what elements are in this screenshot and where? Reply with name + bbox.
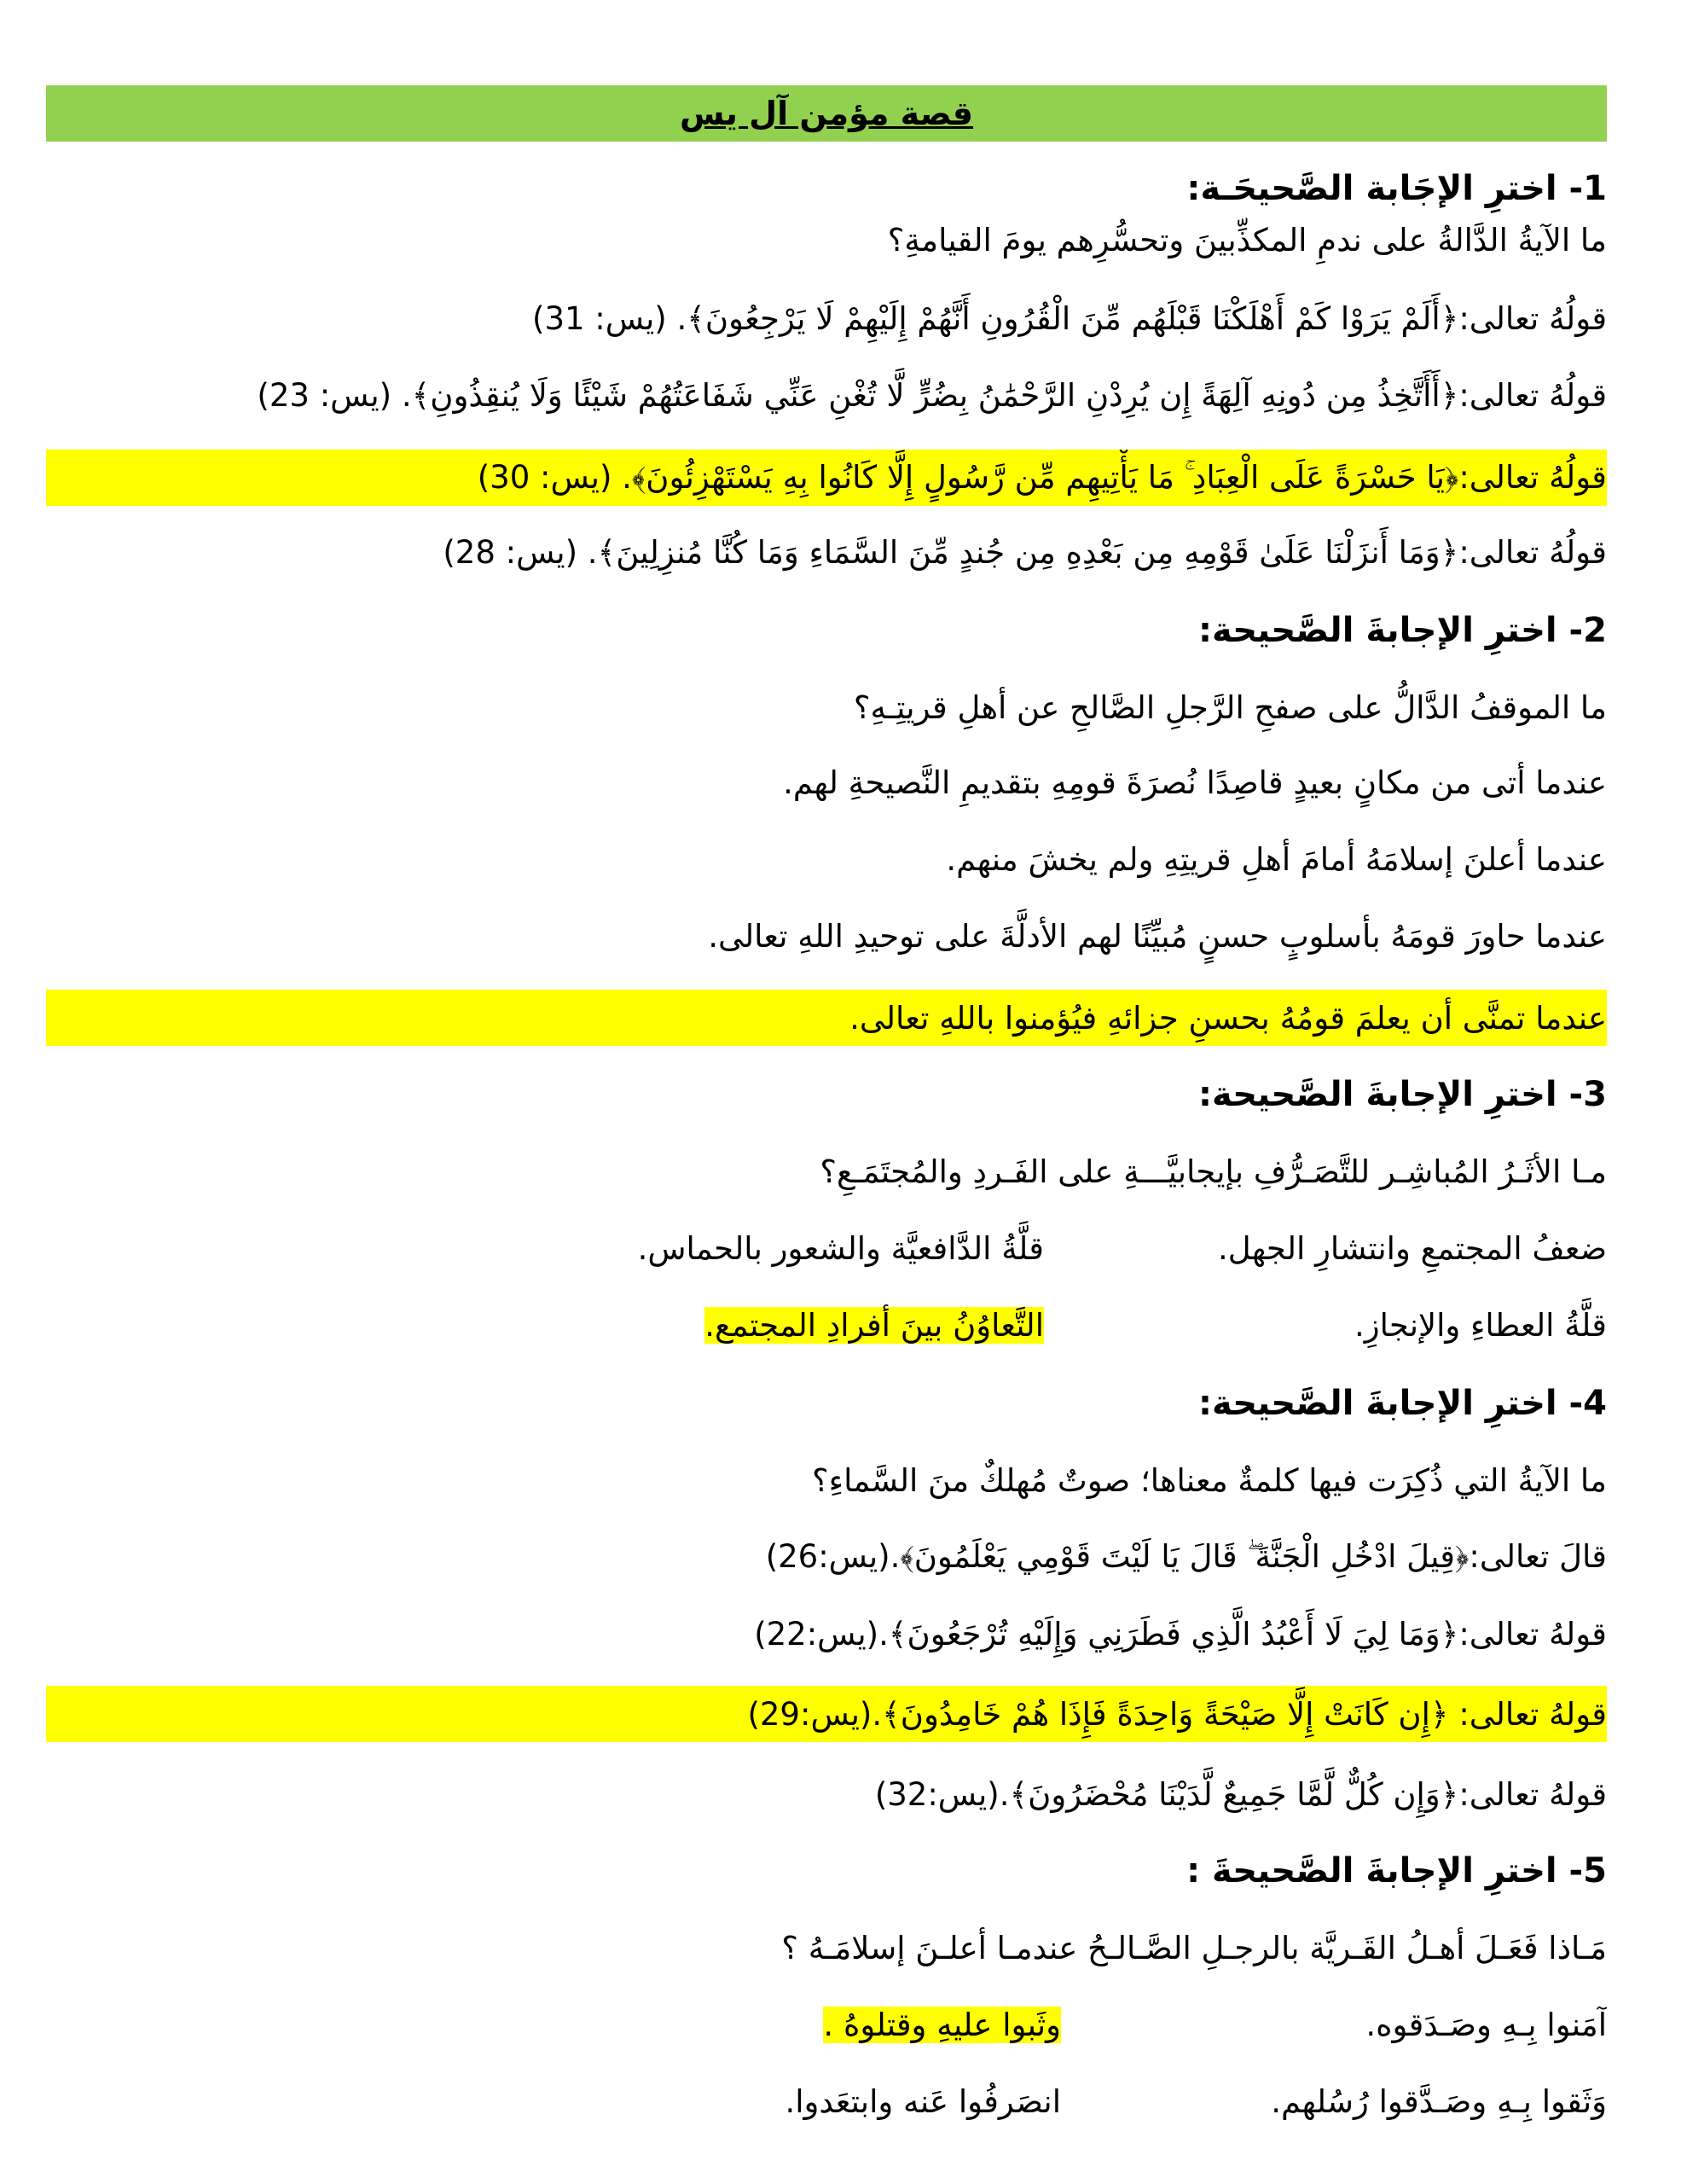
q3-options-row-1 — [46, 1220, 1607, 1276]
q2-option-2[interactable]: عندما أعلنَ إسلامَهُ أمامَ أهلِ قريتِهِ ولم يخشَ منهم. — [946, 840, 1607, 878]
q3-question: مـا الأثَـرُ المُباشِـر للتَّصَـرُّفِ بإيجابيَّـــةِ على الفَـردِ والمُجتَمَـعِ؟ — [820, 1153, 1607, 1190]
q5-heading: 5- اخترِ الإجابةَ الصَّحيحةَ : — [1186, 1851, 1607, 1891]
q3-option-3[interactable]: قلَّةُ العطاءِ والإنجازِ. — [1354, 1306, 1607, 1344]
q4-question: ما الآيةُ التي ذُكِرَت فيها كلمةٌ معناها؛ صوتٌ مُهلكٌ منَ السَّماءِ؟ — [812, 1461, 1607, 1499]
q3-options-row-2 — [46, 1297, 1607, 1353]
q2-option-4-correct[interactable]: عندما تمنَّى أن يعلمَ قومُهُ بحسنِ جزائهِ فيُؤمنوا باللهِ تعالى. — [46, 990, 1607, 1046]
q2-option-1[interactable]: عندما أتى من مكانٍ بعيدٍ قاصِدًا نُصرَةَ قومِهِ بتقديمِ النَّصيحةِ لهم. — [783, 764, 1607, 801]
page-title: قصة مؤمن آل يس — [679, 95, 974, 132]
q1-question: ما الآيةُ الدَّالةُ على ندمِ المكذِّبينَ وتحسُّرِهم يومَ القيامةِ؟ — [887, 221, 1607, 258]
q5-option-3[interactable]: وَثَقوا بِـهِ وصَـدَّقوا رُسُلهم. — [1271, 2082, 1607, 2120]
title-bar — [46, 85, 1607, 142]
q4-option-3-correct[interactable]: قولهُ تعالى: ﴿إِن كَانَتْ إِلَّا صَيْحَةً وَاحِدَةً فَإِذَا هُمْ خَامِدُونَ﴾.(يس:29) — [46, 1686, 1607, 1742]
q2-option-3[interactable]: عندما حاورَ قومَهُ بأسلوبٍ حسنٍ مُبيِّنًا لهم الأدلَّةَ على توحيدِ اللهِ تعالى. — [708, 917, 1607, 955]
q1-option-2[interactable]: قولُهُ تعالى:﴿أَأَتَّخِذُ مِن دُونِهِ آلِهَةً إِن يُرِدْنِ الرَّحْمَٰنُ بِضُرٍّ لَّا تُغْنِ عَنِّي شَفَاعَتُهُمْ شَيْئًا وَلَا يُنقِذُونِ﴾. (يس: 23) — [257, 376, 1607, 414]
q3-option-4-correct[interactable]: التَّعاوُنُ بينَ أفرادِ المجتمع. — [704, 1306, 1044, 1344]
q5-option-2-correct[interactable]: وثَبوا عليهِ وقتلوهُ . — [823, 2006, 1061, 2043]
q3-heading: 3- اخترِ الإجابةَ الصَّحيحة: — [1198, 1075, 1607, 1114]
q5-option-1[interactable]: آمَنوا بِـهِ وصَـدَقوه. — [1365, 2006, 1607, 2043]
q1-option-1[interactable]: قولُهُ تعالى:﴿أَلَمْ يَرَوْا كَمْ أَهْلَكْنَا قَبْلَهُم مِّنَ الْقُرُونِ أَنَّهُمْ إِلَيْهِمْ لَا يَرْجِعُونَ﴾. (يس: 31) — [532, 299, 1607, 337]
q4-option-1[interactable]: قالَ تعالى:﴿قِيلَ ادْخُلِ الْجَنَّةَ ۖ قَالَ يَا لَيْتَ قَوْمِي يَعْلَمُونَ﴾.(يس:26) — [765, 1538, 1607, 1575]
q5-options-row-1 — [46, 1996, 1607, 2053]
q1-option-4[interactable]: قولُهُ تعالى:﴿وَمَا أَنزَلْنَا عَلَىٰ قَوْمِهِ مِن بَعْدِهِ مِن جُندٍ مِّنَ السَّمَاءِ وَمَا كُنَّا مُنزِلِينَ﴾. (يس: 28) — [443, 533, 1607, 571]
q5-options-row-2 — [46, 2073, 1607, 2129]
q4-option-2[interactable]: قولهُ تعالى:﴿وَمَا لِيَ لَا أَعْبُدُ الَّذِي فَطَرَنِي وَإِلَيْهِ تُرْجَعُونَ﴾.(يس:22) — [754, 1615, 1607, 1653]
q1-option-3-correct[interactable]: قولُهُ تعالى:﴿يَا حَسْرَةً عَلَى الْعِبَادِ ۚ مَا يَأْتِيهِم مِّن رَّسُولٍ إِلَّا كَانُوا بِهِ يَسْتَهْزِئُونَ﴾. (يس: 30) — [46, 450, 1607, 506]
q4-heading: 4- اخترِ الإجابةَ الصَّحيحة: — [1198, 1384, 1607, 1423]
q2-question: ما الموقفُ الدَّالُّ على صفحِ الرَّجلِ الصَّالحِ عن أهلِ قريتِـهِ؟ — [853, 688, 1607, 726]
q1-heading: 1- اخترِ الإجَابة الصَّحيحَـة: — [1186, 169, 1607, 208]
q2-heading: 2- اخترِ الإجابةَ الصَّحيحة: — [1198, 611, 1607, 650]
q5-option-4[interactable]: انصَرفُوا عَنه وابتعَدوا. — [785, 2082, 1061, 2120]
q3-option-1[interactable]: ضعفُ المجتمعِ وانتشارِ الجهل. — [1218, 1229, 1607, 1267]
q4-option-4[interactable]: قولهُ تعالى:﴿وَإِن كُلٌّ لَّمَّا جَمِيعٌ لَّدَيْنَا مُحْضَرُونَ﴾.(يس:32) — [874, 1775, 1607, 1813]
q3-option-2[interactable]: قلَّةُ الدَّافعيَّة والشعور بالحماس. — [637, 1229, 1044, 1267]
q5-question: مَـاذا فَعَـلَ أهـلُ القَـريَّة بالرجـلِ الصَّـالـحُ عندمـا أعلـنَ إسلامَـهُ ؟ — [781, 1929, 1607, 1966]
